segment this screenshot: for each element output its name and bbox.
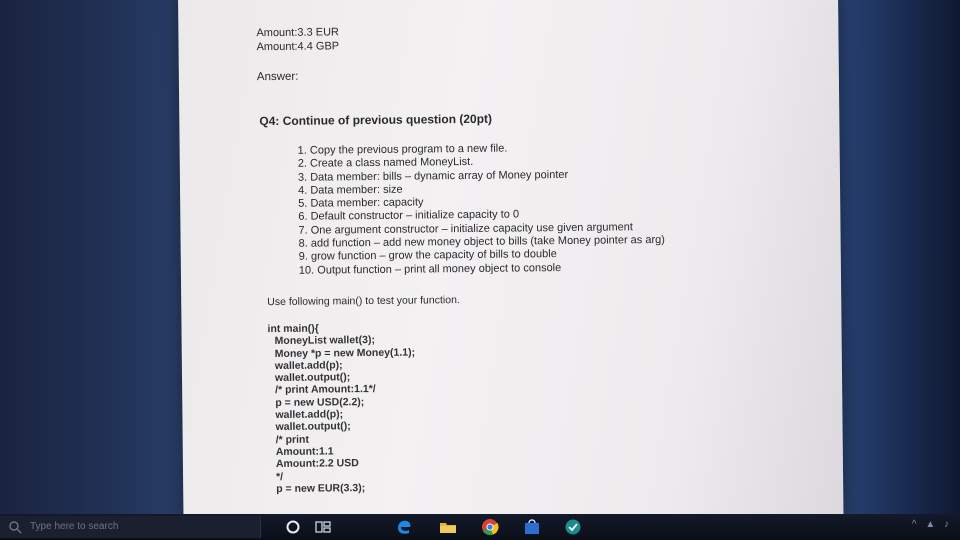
code-block [267, 322, 416, 496]
code-line: MoneyList wallet(3); [274, 334, 376, 348]
requirement-item: 2. Create a class named MoneyList. [297, 156, 474, 171]
code-line: wallet.output(); [274, 371, 351, 385]
cortana-icon[interactable] [283, 517, 303, 537]
code-line: Money *p = new Money(1.1); [274, 346, 416, 360]
screen-right-area [830, 0, 960, 520]
requirement-item: 10. Output function – print all money object to console [298, 261, 562, 277]
requirements-list [298, 141, 666, 278]
answer-label: Answer: [256, 70, 299, 84]
edge-browser-icon[interactable] [394, 517, 414, 537]
search-icon [8, 520, 22, 534]
code-line: */ [275, 470, 284, 483]
question-heading: Q4: Continue of previous question (20pt) [259, 111, 493, 129]
code-line: Amount:1.1 [275, 445, 334, 458]
code-line: p = new USD(2.2); [275, 395, 365, 409]
requirement-item: 6. Default constructor – initialize capacity to 0 [298, 208, 520, 224]
requirement-item: 3. Data member: bills – dynamic array of Money pointer [297, 168, 569, 184]
amount-line-gbp: Amount:4.4 GBP [256, 40, 340, 54]
main-intro-text: Use following main() to test your function. [267, 294, 460, 309]
requirement-item: 9. grow function – grow the capacity of bills to double [298, 248, 557, 264]
screen-left-area [0, 0, 185, 520]
taskbar [0, 514, 960, 540]
requirement-item: 7. One argument constructor – initialize capacity use given argument [298, 221, 633, 237]
tray-chevron-icon[interactable]: ^ [911, 519, 920, 530]
code-line: /* print [275, 433, 309, 446]
code-line: int main(){ [267, 322, 319, 336]
tray-volume-icon[interactable]: ♪ [944, 519, 952, 530]
chrome-icon[interactable] [480, 517, 500, 537]
task-view-icon[interactable] [313, 517, 333, 537]
document-page [178, 0, 844, 524]
requirement-item: 5. Data member: capacity [298, 196, 424, 210]
app-icon[interactable] [563, 517, 583, 537]
amount-line-eur: Amount:3.3 EUR [256, 26, 340, 40]
code-line: /* print Amount:1.1*/ [275, 383, 376, 397]
code-line: p = new EUR(3.3); [276, 481, 366, 495]
tray-network-icon[interactable]: ▲ [925, 519, 939, 530]
taskbar-search-box[interactable] [0, 516, 261, 538]
search-placeholder: Type here to search [30, 521, 119, 532]
requirement-item: 4. Data member: size [298, 183, 403, 197]
store-icon[interactable] [522, 517, 542, 537]
code-line: Amount:2.2 USD [275, 457, 359, 471]
code-line: wallet.add(p); [275, 408, 344, 422]
code-line: wallet.output(); [275, 420, 351, 434]
code-line: wallet.add(p); [274, 359, 343, 372]
system-tray[interactable] [912, 519, 952, 530]
requirement-item: 1. Copy the previous program to a new file. [297, 142, 508, 157]
file-explorer-icon[interactable] [438, 517, 458, 537]
requirement-item: 8. add function – add new money object to bills (take Money pointer as arg) [298, 233, 665, 250]
